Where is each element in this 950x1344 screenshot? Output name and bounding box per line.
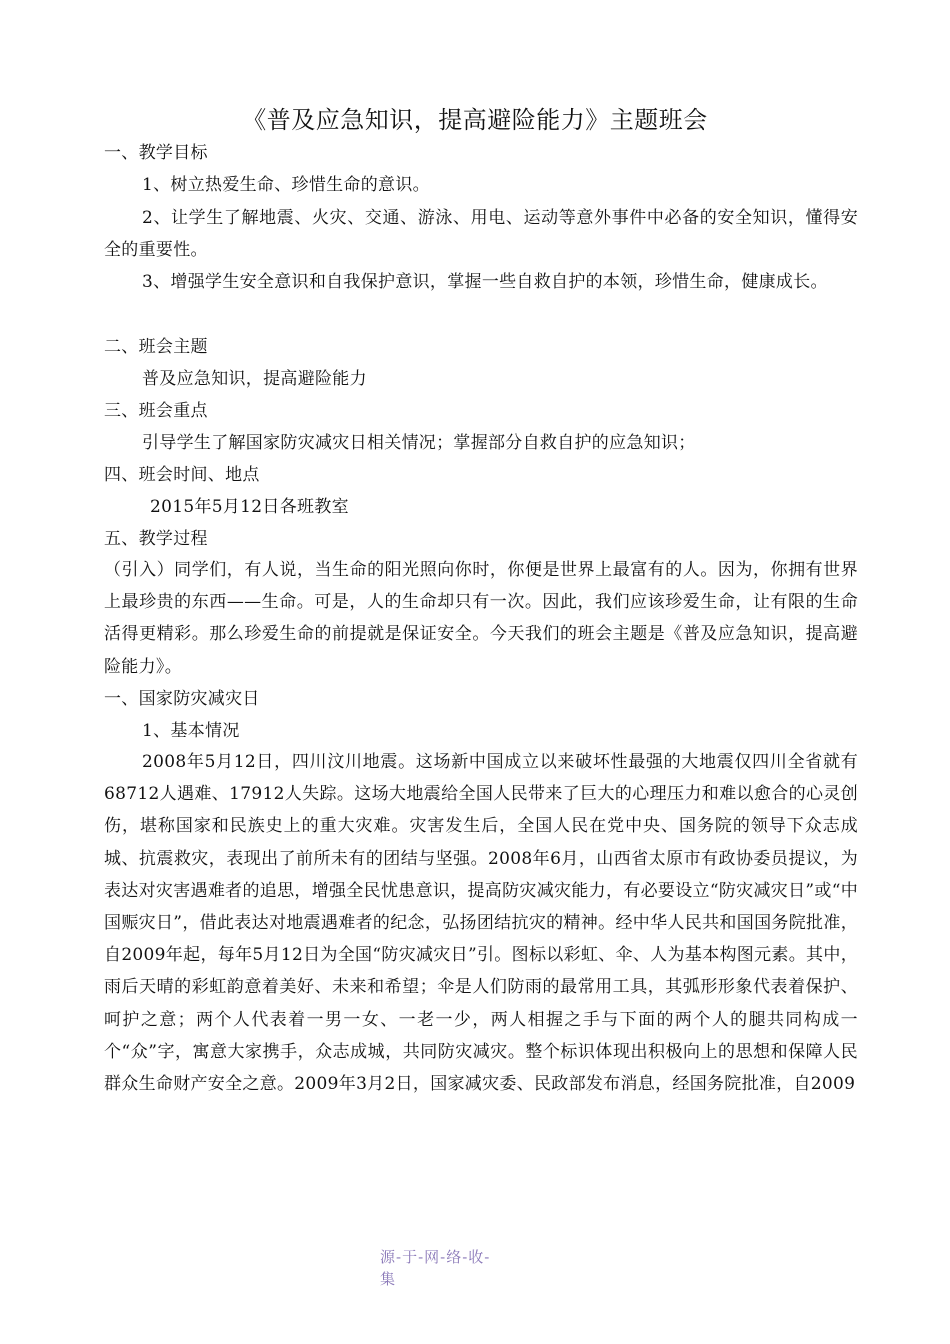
intro-paragraph: （引入）同学们，有人说，当生命的阳光照向你时，你便是世界上最富有的人。因为，你拥有世界上最珍贵的东西——生命。可是，人的生命却只有一次。因此，我们应该珍爱生命，让有限的生命活得更精彩。那么珍爱生命的前提就是保证安全。今天我们的班会主题是《普及应急知识，提高避险能力》。 xyxy=(104,560,858,677)
goal-item-1: 1、树立热爱生命、珍惜生命的意识。 xyxy=(142,175,430,195)
footer-watermark xyxy=(380,1246,540,1290)
basic-info-paragraph: 2008年5月12日，四川汶川地震。这场新中国成立以来破坏性最强的大地震仅四川全省就有68712人遇难、17912人失踪。这场大地震给全国人民带来了巨大的心理压力和难以愈合的心灵创伤，堪称国家和民族史上的重大灾难。灾害发生后，全国人民在党中央、国务院的领导下众志成城、抗震救灾，表现出了前所未有的团结与坚强。2008年6月，山西省太原市有政协委员提议，为表达对灾害遇难者的追思，增强全民忧患意识，提高防灾减灾能力，有必要设立“防灾减灾日”或“中国赈灾日”，借此表达对地震遇难者的纪念，弘扬团结抗灾的精神。经中华人民共和国国务院批准，自2009年起，每年5月12日为全国“防灾减灾日”引。图标以彩虹、伞、人为基本构图元素。其中，雨后天晴的彩虹韵意着美好、未来和希望；伞是人们防雨的最常用工具，其弧形形象代表着保护、呵护之意；两个人代表着一男一女、一老一少，两人相握之手与下面的两个人的腿共同构成一个“众”字，寓意大家携手，众志成城，共同防灾减灾。整个标识体现出积极向上的思想和保障人民群众生命财产安全之意。2009年3月2日，国家减灾委、民政部发布消息，经国务院批准，自2009 xyxy=(104,752,858,1095)
goal-item-3: 3、增强学生安全意识和自我保护意识，掌握一些自救自护的本领，珍惜生命，健康成长。 xyxy=(142,272,828,292)
section-heading-goals: 一、教学目标 xyxy=(104,143,208,163)
document-title: 《普及应急知识，提高避险能力》主题班会 xyxy=(242,106,708,134)
subheading-basic-info: 1、基本情况 xyxy=(142,721,240,741)
section-heading-time-place: 四、班会时间、地点 xyxy=(104,465,260,485)
focus-text: 引导学生了解国家防灾减灾日相关情况；掌握部分自救自护的应急知识； xyxy=(142,433,696,453)
section-heading-focus: 三、班会重点 xyxy=(104,401,208,421)
footer-line-1: 源-于-网-络-收- xyxy=(380,1248,491,1266)
goal-item-2: 2、让学生了解地震、火灾、交通、游泳、用电、运动等意外事件中必备的安全知识，懂得安全的重要性。 xyxy=(104,208,858,261)
section-heading-theme: 二、班会主题 xyxy=(104,337,208,357)
theme-text: 普及应急知识，提高避险能力 xyxy=(142,369,367,389)
section-heading-process: 五、教学过程 xyxy=(104,529,208,549)
part-heading-disaster-day: 一、国家防灾减灾日 xyxy=(104,689,260,709)
time-place-text: 2015年5月12日各班教室 xyxy=(150,497,349,517)
footer-line-2: 集 xyxy=(380,1270,397,1288)
